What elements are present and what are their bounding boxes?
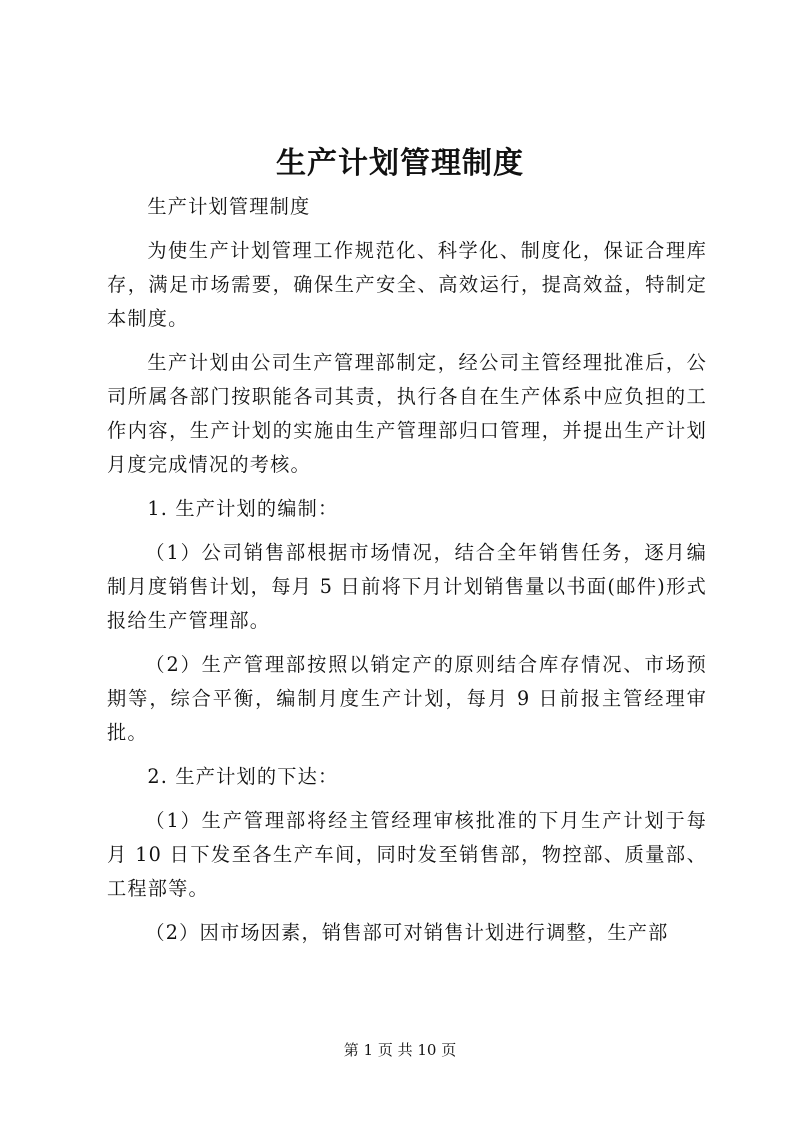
paragraph-2-2: （2）因市场因素，销售部可对销售计划进行调整，生产部 — [145, 921, 669, 944]
paragraph-1-2: （2）生产管理部按照以销定产的原则结合库存情况、市场预期等，综合平衡，编制月度生产计划，每月 9 日前报主管经理审批。 — [107, 653, 707, 744]
paragraph-overview: 生产计划由公司生产管理部制定，经公司主管经理批准后，公司所属各部门按职能各司其责，执行各自在生产体系中应负担的工作内容，生产计划的实施由生产管理部归口管理，并提出生产计划月度完成情况的考核。 — [107, 351, 707, 476]
paragraph-2-1: （1）生产管理部将经主管经理审核批准的下月生产计划于每月 10 日下发至各生产车间，同时发至销售部，物控部、质量部、工程部等。 — [107, 809, 707, 900]
paragraph-subtitle: 生产计划管理制度 — [147, 195, 311, 218]
section-heading-2: 2. 生产计划的下达： — [147, 765, 339, 788]
section-heading-1: 1. 生产计划的编制： — [147, 497, 339, 520]
document-body — [107, 190, 707, 950]
document-title: 生产计划管理制度 — [276, 146, 524, 181]
paragraph-1-1: （1）公司销售部根据市场情况，结合全年销售任务，逐月编制月度销售计划，每月 5 日前将下月计划销售量以书面(邮件)形式报给生产管理部。 — [107, 541, 707, 632]
page-footer: 第 1 页 共 10 页 — [343, 1041, 457, 1059]
paragraph-purpose: 为使生产计划管理工作规范化、科学化、制度化，保证合理库存，满足市场需要，确保生产安全、高效运行，提高效益，特制定本制度。 — [107, 239, 707, 330]
